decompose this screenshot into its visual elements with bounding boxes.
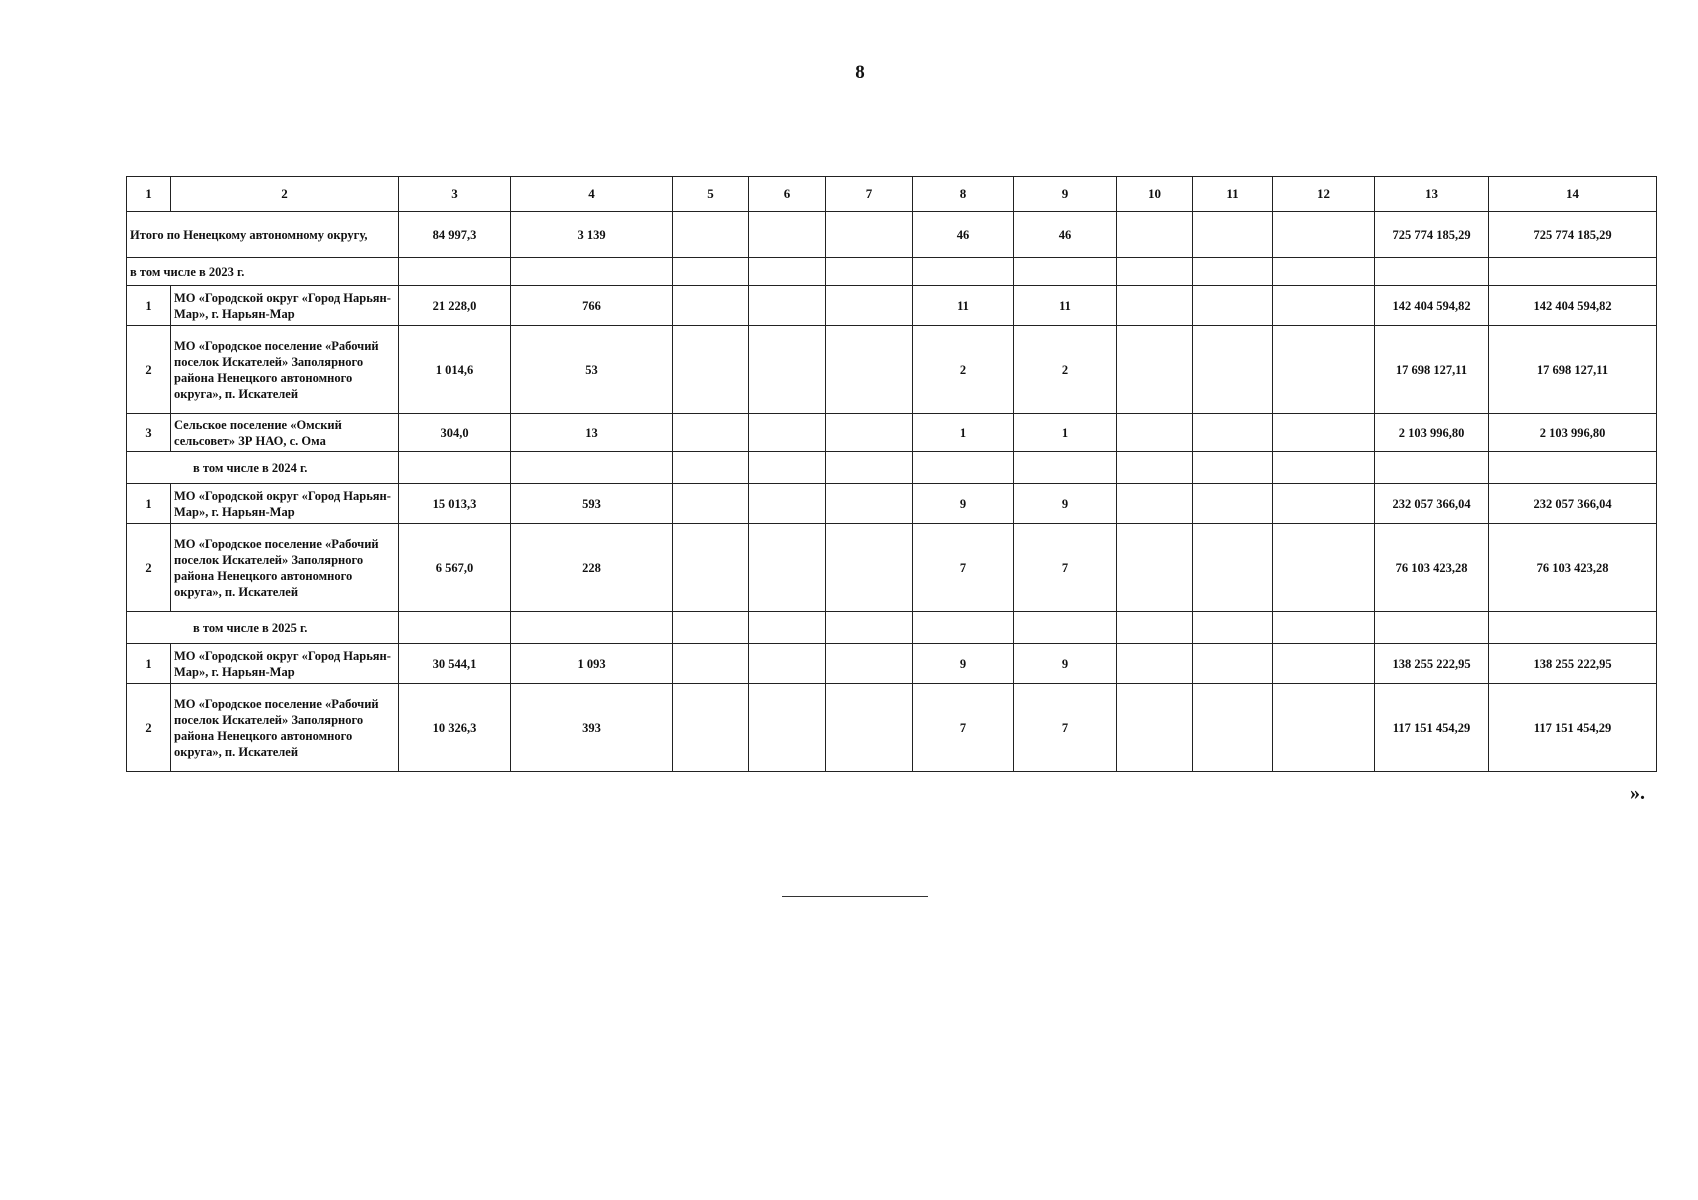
column-13-value: 142 404 594,82 <box>1375 286 1489 326</box>
empty-cell <box>673 644 749 684</box>
column-8-value: 2 <box>913 326 1014 414</box>
column-8-value: 1 <box>913 414 1014 452</box>
total-count: 3 139 <box>511 212 673 258</box>
empty-cell <box>826 414 913 452</box>
empty-cell <box>1193 684 1273 772</box>
column-14-value: 2 103 996,80 <box>1489 414 1657 452</box>
column-14-value: 232 057 366,04 <box>1489 484 1657 524</box>
total-c9: 46 <box>1014 212 1117 258</box>
empty-cell <box>913 258 1014 286</box>
column-13-value: 232 057 366,04 <box>1375 484 1489 524</box>
empty-cell <box>1117 612 1193 644</box>
page-number: 8 <box>855 62 865 83</box>
empty-cell <box>673 524 749 612</box>
municipality-name: МО «Городской округ «Город Нарьян-Мар», г. Нарьян-Мар <box>171 286 399 326</box>
column-13-value: 138 255 222,95 <box>1375 644 1489 684</box>
closing-quote-mark: ». <box>1630 782 1645 804</box>
column-14-value: 138 255 222,95 <box>1489 644 1657 684</box>
column-number: 14 <box>1489 177 1657 212</box>
column-13-value: 117 151 454,29 <box>1375 684 1489 772</box>
empty-cell <box>673 286 749 326</box>
empty-cell <box>913 452 1014 484</box>
table-row <box>127 326 1657 414</box>
empty-cell <box>826 684 913 772</box>
column-9-value: 11 <box>1014 286 1117 326</box>
empty-cell <box>673 414 749 452</box>
empty-cell <box>1273 212 1375 258</box>
column-8-value: 7 <box>913 524 1014 612</box>
empty-cell <box>511 452 673 484</box>
table-row <box>127 524 1657 612</box>
empty-cell <box>749 286 826 326</box>
empty-cell <box>673 612 749 644</box>
empty-cell <box>826 484 913 524</box>
count-value: 766 <box>511 286 673 326</box>
empty-cell <box>749 684 826 772</box>
empty-cell <box>749 212 826 258</box>
row-number: 1 <box>127 484 171 524</box>
table-row <box>127 684 1657 772</box>
area-value: 304,0 <box>399 414 511 452</box>
column-number: 3 <box>399 177 511 212</box>
column-13-value: 76 103 423,28 <box>1375 524 1489 612</box>
area-value: 30 544,1 <box>399 644 511 684</box>
empty-cell <box>1193 524 1273 612</box>
column-number: 2 <box>171 177 399 212</box>
empty-cell <box>1117 524 1193 612</box>
empty-cell <box>1117 326 1193 414</box>
empty-cell <box>673 484 749 524</box>
empty-cell <box>1273 484 1375 524</box>
empty-cell <box>1117 484 1193 524</box>
column-number: 9 <box>1014 177 1117 212</box>
empty-cell <box>1117 452 1193 484</box>
empty-cell <box>1117 644 1193 684</box>
empty-cell <box>749 484 826 524</box>
empty-cell <box>749 644 826 684</box>
area-value: 6 567,0 <box>399 524 511 612</box>
empty-cell <box>399 452 511 484</box>
empty-cell <box>511 258 673 286</box>
empty-cell <box>399 258 511 286</box>
empty-cell <box>913 612 1014 644</box>
area-value: 10 326,3 <box>399 684 511 772</box>
count-value: 13 <box>511 414 673 452</box>
column-8-value: 9 <box>913 484 1014 524</box>
column-9-value: 1 <box>1014 414 1117 452</box>
empty-cell <box>1193 484 1273 524</box>
empty-cell <box>1273 612 1375 644</box>
area-value: 1 014,6 <box>399 326 511 414</box>
empty-cell <box>1273 524 1375 612</box>
table-row <box>127 484 1657 524</box>
empty-cell <box>673 684 749 772</box>
empty-cell <box>826 258 913 286</box>
column-number: 6 <box>749 177 826 212</box>
empty-cell <box>1273 326 1375 414</box>
column-number: 8 <box>913 177 1014 212</box>
column-14-value: 17 698 127,11 <box>1489 326 1657 414</box>
empty-cell <box>511 612 673 644</box>
municipality-name: Сельское поселение «Омский сельсовет» ЗР НАО, с. Ома <box>171 414 399 452</box>
row-number: 2 <box>127 326 171 414</box>
empty-cell <box>1117 286 1193 326</box>
column-8-value: 7 <box>913 684 1014 772</box>
total-row <box>127 212 1657 258</box>
column-9-value: 7 <box>1014 684 1117 772</box>
empty-cell <box>1273 452 1375 484</box>
empty-cell <box>1375 452 1489 484</box>
municipality-name: МО «Городское поселение «Рабочий поселок Искателей» Заполярного района Ненецкого автономного округа», п. Искателей <box>171 524 399 612</box>
empty-cell <box>1117 212 1193 258</box>
municipality-name: МО «Городское поселение «Рабочий поселок Искателей» Заполярного района Ненецкого автономного округа», п. Искателей <box>171 684 399 772</box>
column-number: 11 <box>1193 177 1273 212</box>
empty-cell <box>1193 414 1273 452</box>
empty-cell <box>749 452 826 484</box>
row-number: 1 <box>127 286 171 326</box>
data-table <box>126 176 1657 772</box>
area-value: 15 013,3 <box>399 484 511 524</box>
empty-cell <box>399 612 511 644</box>
empty-cell <box>1375 258 1489 286</box>
table-row <box>127 286 1657 326</box>
section-header-row <box>127 452 1657 484</box>
empty-cell <box>749 258 826 286</box>
table-row <box>127 644 1657 684</box>
total-row-label: Итого по Ненецкому автономному округу, <box>127 212 399 258</box>
column-14-value: 142 404 594,82 <box>1489 286 1657 326</box>
section-header-row <box>127 258 1657 286</box>
column-number: 10 <box>1117 177 1193 212</box>
empty-cell <box>1193 326 1273 414</box>
empty-cell <box>826 326 913 414</box>
column-9-value: 7 <box>1014 524 1117 612</box>
column-14-value: 76 103 423,28 <box>1489 524 1657 612</box>
municipality-name: МО «Городское поселение «Рабочий поселок Искателей» Заполярного района Ненецкого автономного округа», п. Искателей <box>171 326 399 414</box>
section-label: в том числе в 2024 г. <box>127 452 399 484</box>
empty-cell <box>673 452 749 484</box>
column-13-value: 2 103 996,80 <box>1375 414 1489 452</box>
section-header-row <box>127 612 1657 644</box>
column-14-value: 117 151 454,29 <box>1489 684 1657 772</box>
empty-cell <box>1489 258 1657 286</box>
empty-cell <box>1117 414 1193 452</box>
column-number: 4 <box>511 177 673 212</box>
column-number: 5 <box>673 177 749 212</box>
row-number: 2 <box>127 684 171 772</box>
data-table-container <box>126 176 1657 772</box>
empty-cell <box>1193 452 1273 484</box>
column-8-value: 11 <box>913 286 1014 326</box>
column-9-value: 2 <box>1014 326 1117 414</box>
table-row <box>127 414 1657 452</box>
empty-cell <box>1193 212 1273 258</box>
empty-cell <box>1117 684 1193 772</box>
column-9-value: 9 <box>1014 644 1117 684</box>
empty-cell <box>1014 612 1117 644</box>
empty-cell <box>1193 258 1273 286</box>
section-label: в том числе в 2025 г. <box>127 612 399 644</box>
count-value: 1 093 <box>511 644 673 684</box>
empty-cell <box>1489 452 1657 484</box>
total-c13: 725 774 185,29 <box>1375 212 1489 258</box>
empty-cell <box>1193 612 1273 644</box>
closing-horizontal-rule <box>782 896 928 897</box>
count-value: 53 <box>511 326 673 414</box>
column-13-value: 17 698 127,11 <box>1375 326 1489 414</box>
empty-cell <box>826 452 913 484</box>
column-9-value: 9 <box>1014 484 1117 524</box>
row-number: 1 <box>127 644 171 684</box>
empty-cell <box>1375 612 1489 644</box>
empty-cell <box>1193 286 1273 326</box>
empty-cell <box>826 612 913 644</box>
table-body <box>127 177 1657 772</box>
empty-cell <box>826 286 913 326</box>
total-c8: 46 <box>913 212 1014 258</box>
empty-cell <box>1273 286 1375 326</box>
empty-cell <box>673 258 749 286</box>
empty-cell <box>749 524 826 612</box>
column-number: 13 <box>1375 177 1489 212</box>
section-label: в том числе в 2023 г. <box>127 258 399 286</box>
row-number: 3 <box>127 414 171 452</box>
empty-cell <box>1273 644 1375 684</box>
empty-cell <box>673 326 749 414</box>
empty-cell <box>1273 684 1375 772</box>
column-8-value: 9 <box>913 644 1014 684</box>
empty-cell <box>1193 644 1273 684</box>
empty-cell <box>826 524 913 612</box>
municipality-name: МО «Городской округ «Город Нарьян-Мар», г. Нарьян-Мар <box>171 644 399 684</box>
empty-cell <box>1273 414 1375 452</box>
empty-cell <box>1117 258 1193 286</box>
count-value: 228 <box>511 524 673 612</box>
empty-cell <box>1489 612 1657 644</box>
empty-cell <box>826 644 913 684</box>
row-number: 2 <box>127 524 171 612</box>
empty-cell <box>1014 452 1117 484</box>
column-number: 12 <box>1273 177 1375 212</box>
empty-cell <box>673 212 749 258</box>
total-area: 84 997,3 <box>399 212 511 258</box>
total-c14: 725 774 185,29 <box>1489 212 1657 258</box>
empty-cell <box>1273 258 1375 286</box>
empty-cell <box>749 612 826 644</box>
column-number: 7 <box>826 177 913 212</box>
municipality-name: МО «Городской округ «Город Нарьян-Мар», г. Нарьян-Мар <box>171 484 399 524</box>
empty-cell <box>826 212 913 258</box>
column-number-row <box>127 177 1657 212</box>
empty-cell <box>749 414 826 452</box>
column-number: 1 <box>127 177 171 212</box>
area-value: 21 228,0 <box>399 286 511 326</box>
count-value: 393 <box>511 684 673 772</box>
count-value: 593 <box>511 484 673 524</box>
empty-cell <box>1014 258 1117 286</box>
empty-cell <box>749 326 826 414</box>
